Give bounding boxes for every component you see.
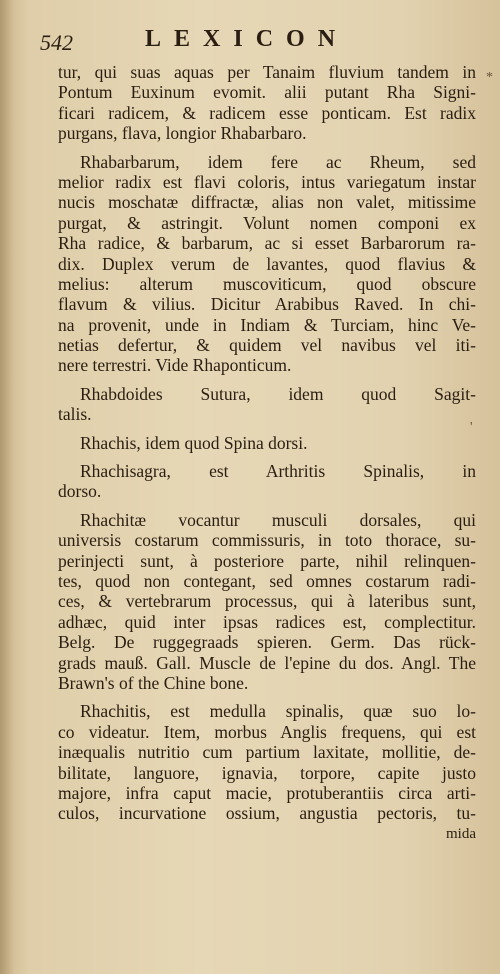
running-head: LEXICON <box>145 26 349 52</box>
entry-rhabarbarum: Rhabarbarum, idem fere ac Rheum, sed <box>80 151 476 172</box>
text-line: bilitate, languore, ignavia, torpore, capite justo <box>58 762 476 783</box>
text-line: Rha radice, & barbarum, ac si esset Barbarorum ra- <box>58 233 476 254</box>
entry-rhachitae: Rhachitæ vocantur musculi dorsales, qui <box>80 509 476 530</box>
text-line: na provenit, unde in Indiam & Turciam, hinc Ve- <box>58 314 476 335</box>
catchword: mida <box>446 825 476 842</box>
text-line: culos, incurvatione ossium, angustia pectoris, tu- <box>58 803 476 824</box>
text-line: Brawn's of the Chine bone. <box>58 672 249 693</box>
text-line: flavum & vilius. Dicitur Arabibus Raved. In chi- <box>58 294 476 315</box>
margin-mark: * <box>486 70 493 85</box>
text-line: perinjecti sunt, à posteriore parte, nihil relinquen- <box>58 550 476 571</box>
text-line: co videatur. Item, morbus Anglis frequens, qui est <box>58 721 476 742</box>
page-header <box>40 26 480 60</box>
text-line: purgat, & astringit. Volunt nomen componi ex <box>58 212 476 233</box>
margin-mark: ' <box>470 420 473 435</box>
lexicon-body-text <box>58 62 476 844</box>
text-line: tes, quod non contegant, sed omnes costarum radi- <box>58 570 476 591</box>
entry-rhachis: Rhachis, idem quod Spina dorsi. <box>80 432 308 453</box>
text-line: netias defertur, & quidem vel navibus vel iti- <box>58 335 476 356</box>
text-line: melior radix est flavi coloris, intus variegatum instar <box>58 171 476 192</box>
entry-rhachisagra: Rhachisagra, est Arthritis Spinalis, in <box>80 461 476 482</box>
text-line: inæqualis nutritio cum partium laxitate, mollitie, de- <box>58 742 476 763</box>
text-line: Belg. De ruggegraads spieren. Germ. Das rück- <box>58 632 476 653</box>
text-line: adhæc, quid inter ipsas radices est, complectitur. <box>58 611 476 632</box>
entry-rhachitis: Rhachitis, est medulla spinalis, quæ suo lo- <box>80 701 476 722</box>
page-number: 542 <box>40 30 73 55</box>
text-line: melius: alterum muscoviticum, quod obscure <box>58 273 476 294</box>
text-line: ces, & vertebrarum processus, qui à lateribus sunt, <box>58 591 476 612</box>
text-line: universis costarum commissuris, in toto thorace, su- <box>58 530 476 551</box>
text-line: dix. Duplex verum de lavantes, quod flavius & <box>58 253 476 274</box>
text-line: majore, infra caput macie, protuberantiis circa arti- <box>58 782 476 803</box>
entry-rhabdoides: Rhabdoides Sutura, idem quod Sagit- <box>80 383 476 404</box>
text-line: talis. <box>58 404 92 425</box>
text-line: ficari radicem, & radicem esse ponticam. Est radix <box>58 102 476 123</box>
text-line: nere terrestri. Vide Rhaponticum. <box>58 355 292 376</box>
text-line: nucis moschatæ diffractæ, alias non valet, mitissime <box>58 192 476 213</box>
text-line: Pontum Euxinum evomit. alii putant Rha Signi- <box>58 82 476 103</box>
text-line: dorso. <box>58 481 102 502</box>
text-line: tur, qui suas aquas per Tanaim fluvium tandem in <box>58 62 476 82</box>
text-line: grads mauß. Gall. Muscle de l'epine du dos. Angl. The <box>58 652 476 673</box>
text-line: purgans, flava, longior Rhabarbaro. <box>58 123 307 144</box>
